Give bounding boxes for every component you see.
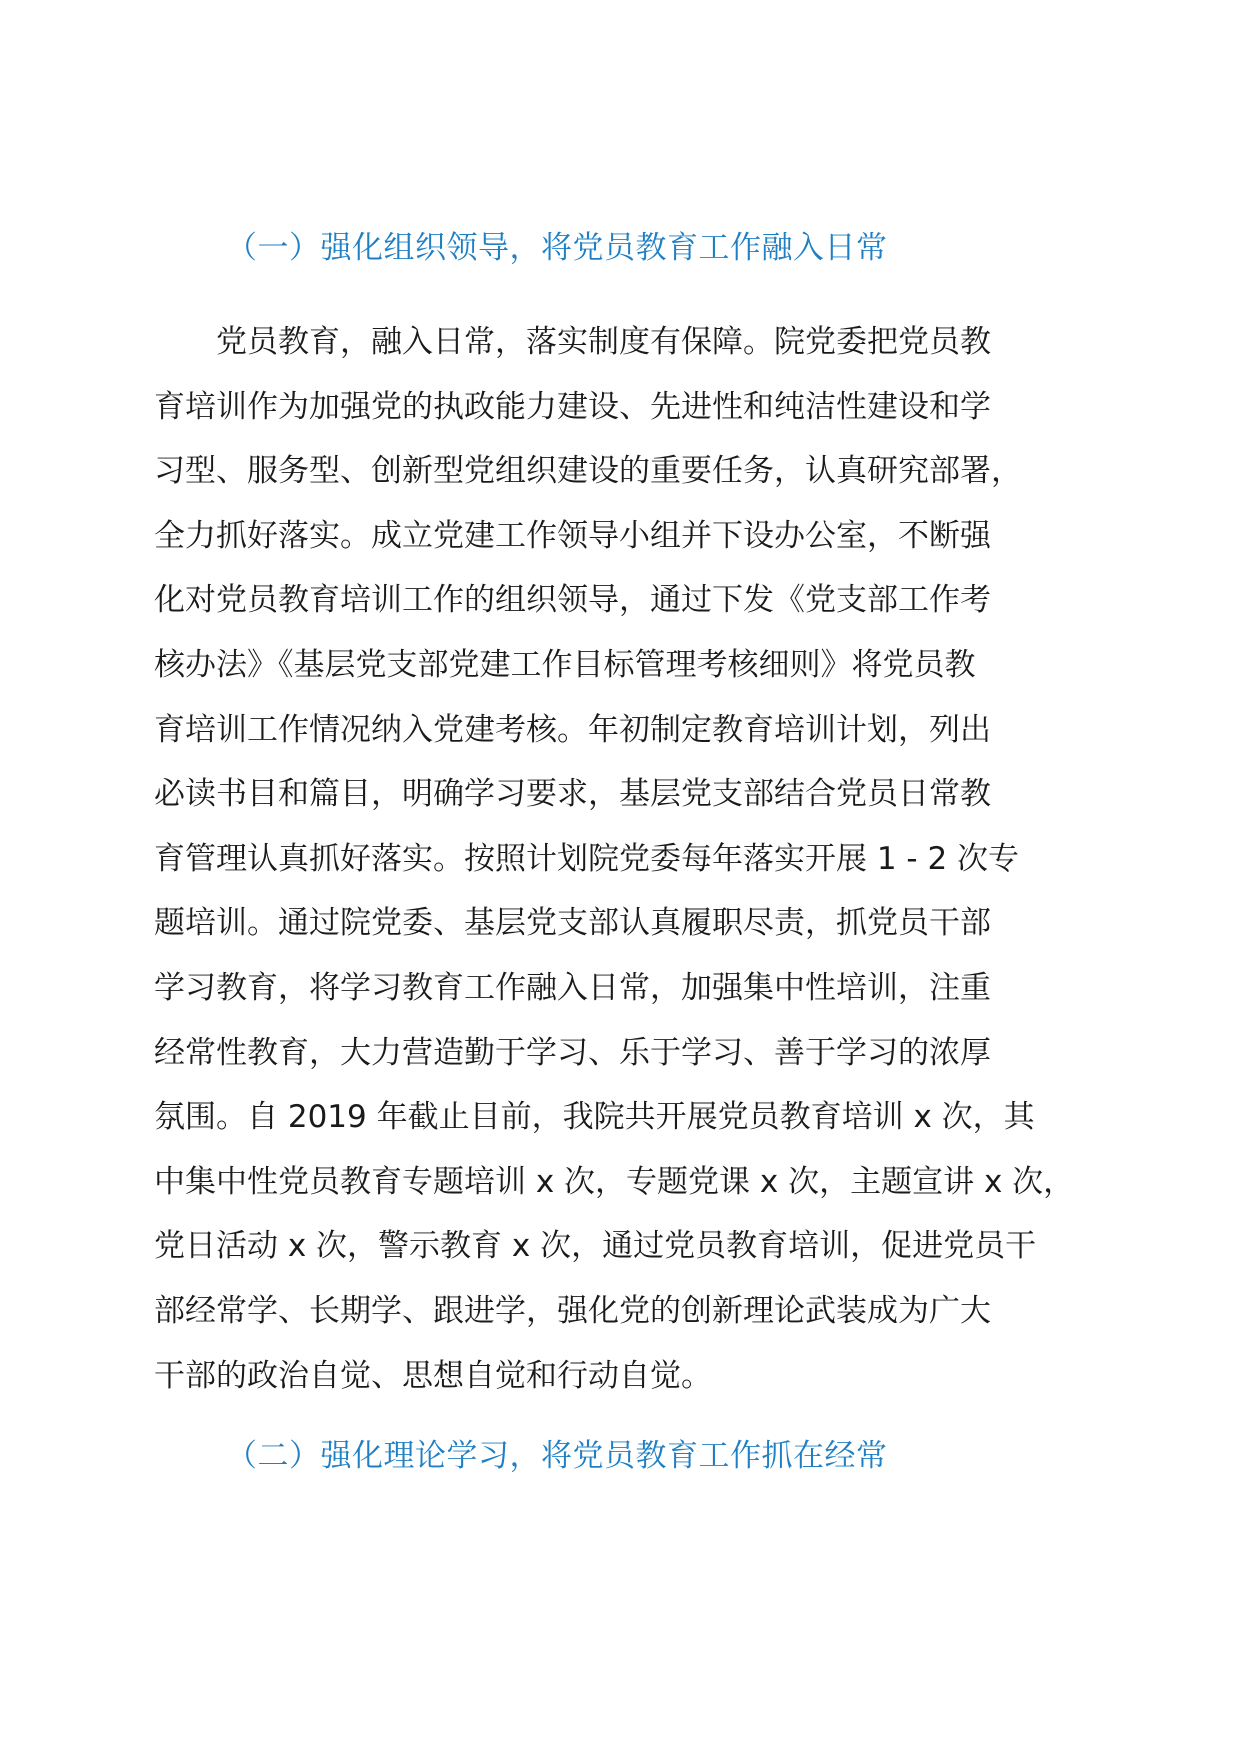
- paragraph-line: 干部的政治自觉、思想自觉和行动自觉。: [154, 1357, 712, 1394]
- section-heading-1: （一）强化组织领导，将党员教育工作融入日常: [226, 230, 888, 266]
- paragraph-line: 经常性教育，大力营造勤于学习、乐于学习、善于学习的浓厚: [154, 1034, 991, 1071]
- paragraph-line: 育培训作为加强党的执政能力建设、先进性和纯洁性建设和学: [154, 388, 991, 425]
- paragraph-line: 化对党员教育培训工作的组织领导，通过下发《党支部工作考: [154, 582, 991, 619]
- paragraph-line: 学习教育，将学习教育工作融入日常，加强集中性培训，注重: [154, 969, 991, 1006]
- paragraph-line: 习型、服务型、创新型党组织建设的重要任务，认真研究部署，: [154, 453, 1022, 490]
- section-heading-2: （二）强化理论学习，将党员教育工作抓在经常: [226, 1438, 888, 1474]
- paragraph-line: 全力抓好落实。成立党建工作领导小组并下设办公室，不断强: [154, 517, 991, 554]
- paragraph-line: 核办法》《基层党支部党建工作目标管理考核细则》将党员教: [154, 646, 976, 683]
- paragraph-line: 育培训工作情况纳入党建考核。年初制定教育培训计划，列出: [154, 711, 991, 748]
- paragraph-line: 育管理认真抓好落实。按照计划院党委每年落实开展 1 - 2 次专: [154, 840, 1020, 877]
- paragraph-line: 党日活动 x 次，警示教育 x 次，通过党员教育培训，促进党员干: [154, 1228, 1037, 1265]
- paragraph-line: 氛围。自 2019 年截止目前，我院共开展党员教育培训 x 次，其: [154, 1099, 1035, 1136]
- paragraph-line: 部经常学、长期学、跟进学，强化党的创新理论武装成为广大: [154, 1292, 991, 1329]
- paragraph-line: 党员教育，融入日常，落实制度有保障。院党委把党员教: [154, 324, 991, 360]
- section-1-paragraph: [154, 310, 1104, 1408]
- paragraph-line: 题培训。通过院党委、基层党支部认真履职尽责，抓党员干部: [154, 905, 991, 942]
- paragraph-line: 中集中性党员教育专题培训 x 次，专题党课 x 次，主题宣讲 x 次，: [154, 1163, 1075, 1200]
- paragraph-line: 必读书目和篇目，明确学习要求，基层党支部结合党员日常教: [154, 776, 991, 813]
